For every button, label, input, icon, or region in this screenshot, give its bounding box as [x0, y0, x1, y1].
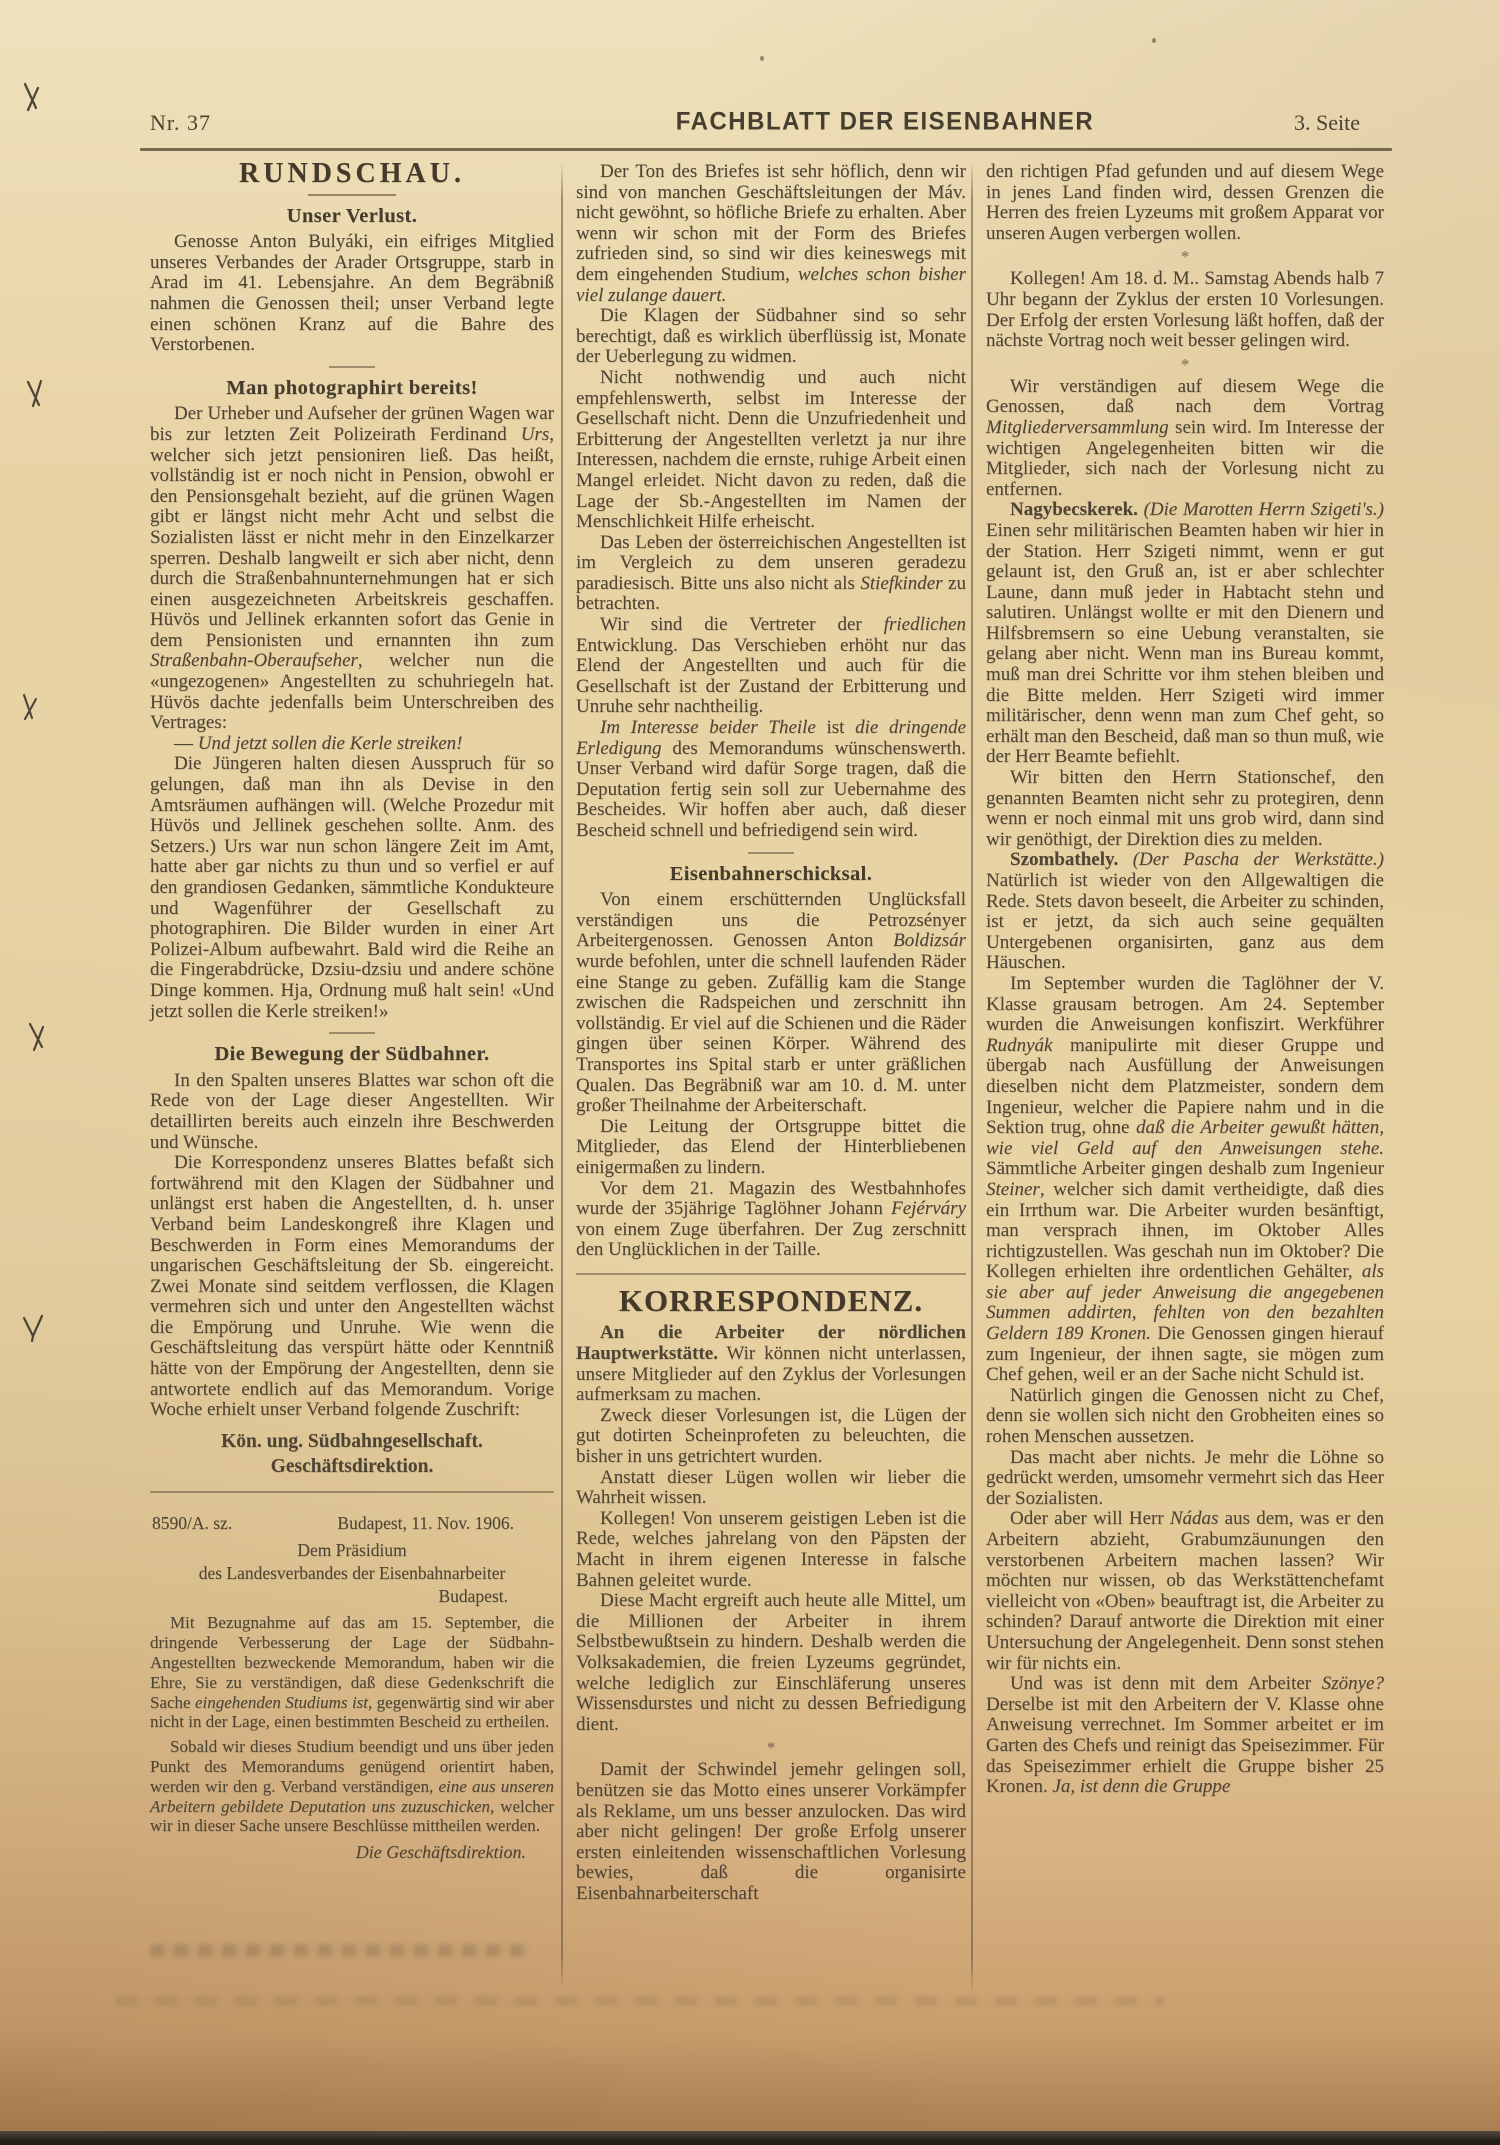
text-run: Von einem erschütternden Unglücksfall verständigen uns die Petrozsényer Arbeitergenossen. Genossen Anton [576, 889, 966, 952]
column-divider [971, 162, 973, 1994]
ink-mark [20, 1312, 46, 1342]
letter-paragraph [150, 1613, 554, 1732]
text-run: Der Ton des Briefes ist sehr höflich, denn wir sind von manchen Geschäftsleitungen der Máv. nicht gewöhnt, so höfliche Briefe zu erhalten. Aber wenn wir schon mit der Form des Briefes zufrieden sind, so sind wir dies keineswegs mit dem eingehenden Studium, [576, 161, 966, 285]
paragraph [986, 1448, 1384, 1510]
article-heading: Unser Verlust. [286, 204, 418, 227]
text-run: Das Leben der österreichischen Angestellten ist im Vergleich zu dem unseren geradezu paradiesisch. Bitte uns also nicht als [576, 531, 966, 594]
paragraph [576, 1406, 966, 1468]
text-run: Kollegen! Von unserem geistigen Leben ist die Rede, welches jahrelang von den Päpsten der Macht in ihrem eigenen Interesse in falsche Bahnen geleitet wurde. [576, 1507, 966, 1591]
page-bottom-edge [0, 2131, 1500, 2145]
ink-dot [1152, 38, 1156, 43]
text-run: Natürlich gingen die Genossen nicht zu Chef, denn sie wollen sich nicht den Grobheiten eines so rohen Menschen aussetzen. [986, 1384, 1384, 1448]
letter-paragraph [150, 1737, 554, 1836]
text-run: Oder aber will Herr [1010, 1508, 1170, 1530]
text-run: Sobald wir dieses Studium beendigt und uns über jeden Punkt des Memorandums genügend orientirt haben, werden wir den g. Verband verständigen, [150, 1737, 554, 1796]
column-right [986, 162, 1384, 1798]
paragraph [986, 850, 1384, 974]
text-run: Wir verständigen auf diesem Wege die Genossen, daß nach dem Vortrag [986, 375, 1384, 418]
ink-mark [20, 82, 44, 112]
text-run: Die Klagen der Südbahner sind so sehr berechtigt, daß es wirklich überflüssig ist, Monate der Ueberlegung zu widmen. [576, 305, 966, 368]
text-run: Die Jüngeren halten diesen Ausspruch für so gelungen, daß man ihn als Devise in den Amtsräumen aufhängen will. (Welche Prozedur mit Hüvös und Jellinek geschehen sollte. Anm. des Setzers.) Urs war nun schon längere Zeit im Amt, hatte aber gar nichts zu thun und so verfiel er auf den grandiosen Gedanken, sämmtliche Kondukteure und Wagenführer der Gesellschaft zu photographiren. Die Bilder wurden in einer Art Polizei-Album aufbewahrt. Bald wird die Reihe an die Fingerabdrücke, Dzsiu-dzsiu und andere schöne Dinge kommen. Hja, Ordnung muß halt sein! «Und jetzt sollen die Kerle streiken!» [150, 753, 554, 1022]
text-run: Anstatt dieser Lügen wollen wir lieber die Wahrheit wissen. [576, 1466, 966, 1509]
text-run: , welcher sich damit vertheidigte, daß dies ein Irrthum war. Die Arbeiter wurden besänftigt, man versprach ihnen, im Oktober Alles richtigzustellen. Was geschah nun im Oktober? Die Kollegen erhielten ihre ordentlichen Gehälter, [986, 1178, 1384, 1283]
text-run: Einen sehr militärischen Beamten haben wir hier in der Station. Herr Szigeti nimmt, wenn er gut gelaunt ist, den Gruß an, ist er aber schlechter Laune, dann muß jeder in Habtacht stehn und salutiren. Unlängst wollte er mit den Dienern und Hilfsbremsern so eine Uebung veranstalten, sie gelang aber nicht. Wenn man ins Bureau kommt, muß man drei Schritte vor ihm stehen bleiben und die Bitte melden. Herr Szigeti wird immer militärischer, denn wenn man zum Chef geht, so erhält man den Bescheid, daß man so thun muß, wie der Herr Beamte befiehlt. [986, 519, 1384, 768]
text-run [1118, 849, 1133, 870]
paragraph [150, 734, 554, 755]
text-run: Szönye? [1321, 1673, 1384, 1695]
paragraph [576, 615, 966, 718]
column-middle [576, 162, 966, 1905]
masthead-title: FACHBLATT DER EISENBAHNER [675, 107, 1095, 136]
text-run: , welcher sich jetzt pensioniren ließ. Das heißt, vollständig ist er noch nicht in Pension, obwohl er den Pensionsgehalt bezieht, auf die grünen Wagen gibt er längst nicht mehr Acht und selbst die Sozialisten lässt er nicht mehr in den Einzelkarzer sperren. Deshalb langweilt er sich aber nicht, denn durch die Straßenbahnunternehmungen hat er sich einen ausgezeichneten Arbeitskreis geschaffen. Hüvös und Jellinek erkannten sofort das Genie in dem Pensionisten und ernannten ihn zum [150, 423, 554, 651]
paragraph [576, 1179, 966, 1261]
page-number: 3. Seite [1294, 110, 1360, 135]
text-run: welcher wir in dieser Sache unsere Beschlüsse mittheilen werden. [150, 1796, 554, 1836]
text-run: Vor dem 21. Magazin des Westbahnhofes wurde der 35jährige Taglöhner Johann [576, 1177, 966, 1220]
article-heading: Eisenbahnerschicksal. [669, 862, 873, 885]
paragraph [150, 1071, 554, 1153]
text-run: eingehenden Studiums ist, [194, 1692, 373, 1712]
text-run: Wir können nicht unterlassen, unsere Mitglieder auf den Zyklus der Vorlesungen aufmerksam zu machen. [576, 1343, 966, 1406]
paragraph [576, 1468, 966, 1509]
header-rule [140, 148, 1392, 151]
text-run: Derselbe ist mit den Arbeitern der V. Klasse ohne Anweisung verrechnet. Im Sommer arbeitet er im Garten des Chefs und reinigt das Speisezimmer. Für das Speisezimmer erhielt die Gruppe bisher 25 Kronen. [986, 1693, 1384, 1798]
text-run: Kollegen! Am 18. d. M.. Samstag Abends halb 7 Uhr begann der Zyklus der ersten 10 Vorlesungen. Der Erfolg der ersten Vorlesung läßt hoffen, daß der nächste Vortrag noch weit besser gelingen wird. [986, 268, 1384, 352]
letter-heading: Geschäftsdirektion. [270, 1455, 434, 1477]
text-run: von einem Zuge überfahren. Der Zug zerschnitt den Unglücklichen in der Taille. [576, 1218, 966, 1261]
text-run: aus dem, was er den Arbeitern abzieht, Grabumzäunungen den verstorbenen Arbeitern machen lassen? Wir möchten nur wissen, ob das Werkstättenchefamt vielleicht von «Oben» beauftragt ist, die Arbeiter zu schinden? Darauf antworte die Direktion mit einer Untersuchung der Angelegenheit. Denn sonst stehen wir für nichts ein. [986, 1508, 1385, 1674]
text-run: wurde befohlen, unter die schnell laufenden Räder eine Stange zu geben. Zufällig kam die Stange zwischen die Radspeichen und zerschnitt ihn vollständig. Er viel auf die Schienen und die Räder gingen über seinen Körper. Während des Transportes ins Spital starb er unter gräßlichen Qualen. Das Begräbniß war am 10. d. M. unter großer Theilnahme der Arbeiterschaft. [576, 950, 966, 1117]
text-run: Mit Bezugnahme auf das am 15. September, die dringende Verbesserung der Lage der Südbahn-Angestellten bezweckende Memorandum, haben wir die Ehre, Sie zu verständigen, daß diese Gedenkschrift die Sache [150, 1613, 554, 1712]
letter-heading: Kön. ung. Südbahngesellschaft. [221, 1430, 483, 1452]
letter-address-line: Dem Präsidium [297, 1540, 407, 1561]
article-heading: Die Bewegung der Südbahner. [214, 1043, 490, 1066]
reference-number: 8590/A. sz. [152, 1512, 233, 1533]
dash-separator [329, 1032, 375, 1034]
text-run: (Die Marotten Herrn Szigeti's.) [1143, 499, 1384, 521]
text-run: Sämmtliche Arbeiter gingen deshalb zum Ingenieur [986, 1158, 1384, 1180]
text-run: Wir sind die Vertreter der [600, 614, 884, 636]
text-run: Straßenbahn-Oberaufseher [150, 650, 358, 672]
paragraph [150, 1153, 554, 1421]
paragraph [576, 306, 966, 368]
paragraph [986, 974, 1384, 1386]
article-heading: Man photographirt bereits! [226, 376, 478, 399]
text-run: den richtigen Pfad gefunden und auf diesem Wege in jenes Land finden wird, dessen Grenzen die Herren des freien Lyzeums mit großem Apparat vor unseren Augen verbergen wollen. [986, 161, 1384, 244]
text-run: Genosse Anton Bulyáki, ein eifriges Mitglied unseres Verbandes der Arader Ortsgruppe, starb in Arad im 41. Lebensjahre. An dem Begräbniß nahmen die Genossen theil; unser Verband legte einen schönen Kranz auf die Bahre des Verstorbenen. [150, 231, 554, 356]
text-run: Entwicklung. Das Verschieben erhöht nur das Elend der Angestellten und auch für die Gesellschaft ist der Zustand der Erbitterung und Unruhe sehr nachtheilig. [576, 634, 966, 718]
text-run: Mitgliederversammlung [986, 416, 1169, 438]
text-run: (Der Pascha der Werkstätte.) [1132, 849, 1384, 871]
paragraph [576, 1323, 966, 1405]
column-left [150, 158, 555, 1863]
paragraph [576, 1117, 966, 1179]
text-run: Die Genossen gingen hierauf zum Ingenieur, der ihnen sagte, sie mögen zum Chef gehen, weil er an der Sache nicht Schuld ist. [986, 1323, 1384, 1386]
ink-mark [24, 378, 48, 408]
letter-address-line: Budapest. [438, 1586, 508, 1607]
text-run: Im September wurden die Taglöhner der V. Klasse grausam betrogen. Am 24. September wurden die Anweisungen konfiszirt. Werkführer [986, 972, 1384, 1036]
text-run: Damit der Schwindel jemehr gelingen soll, benützen sie das Motto eines unserer Vorkämpfer als Reklame, um uns besser anzulocken. Das wird aber nicht gelingen! Der große Erfolg unserer ersten einleitenden wissenschaftlichen Vorlesung bewies, daß die organisirte Eisenbahnarbeiterschaft [576, 1759, 966, 1904]
page-bottom-shadow [0, 2036, 1500, 2132]
paragraph [576, 368, 966, 533]
reference-line [150, 1505, 554, 1540]
text-run: Stiefkinder [860, 572, 943, 594]
text-run: Nádas [1169, 1508, 1219, 1530]
text-run: Zweck dieser Vorlesungen ist, die Lügen der gut dotirten Scheinprofeten zu beleuchten, die bisher in uns getrichtert wurden. [576, 1404, 966, 1468]
dash-separator [748, 852, 794, 854]
text-run: eine aus unseren Arbeitern gebildete Deputation uns zuzuschicken, [150, 1776, 554, 1816]
text-run: daß die Arbeiter gewußt hätten, wie viel Geld auf den Anweisungen stehe. [986, 1117, 1384, 1159]
text-run: Natürlich ist wieder von den Allgewaltigen die Rede. Stets davon beseelt, die Arbeiter zu schinden, ist er jetzt, da sich auch seine gequälten Untergebenen organisirten, ganz aus dem Häuschen. [986, 870, 1384, 974]
ink-dot [760, 56, 764, 61]
text-run: Szombathely. [1010, 849, 1119, 871]
thin-rule [150, 1491, 554, 1493]
paragraph [576, 162, 966, 306]
asterisk-separator: * [1180, 247, 1190, 267]
text-run: Wir bitten den Herrn Stationschef, den genannten Beamten nicht sehr zu protegiren, denn wenn er noch einmal mit uns grob wird, dann sind wir genöthigt, der Direktion dies zu melden. [986, 767, 1384, 850]
paragraph [576, 718, 966, 842]
column-divider [561, 162, 563, 1990]
text-run: manipulirte mit dieser Gruppe und übergab nach Ausfüllung der Anweisungen dieselben nicht dem Platzmeister, sondern dem Ingenieur, welcher die Papiere nahm und in die Sektion trug, ohne [986, 1034, 1384, 1139]
paragraph [986, 269, 1384, 351]
text-run: ist [815, 717, 856, 739]
text-run: Im Interesse beider Theile [600, 717, 816, 739]
text-run: Ja, ist denn die Gruppe [1052, 1776, 1231, 1798]
thin-rule [576, 1273, 966, 1275]
text-run: zu betrachten. [576, 572, 966, 615]
paragraph [986, 1674, 1384, 1798]
letter-signature [150, 1842, 554, 1863]
paragraph [986, 1509, 1384, 1674]
text-run: Rudnyák [986, 1034, 1053, 1056]
title-rule [308, 194, 396, 196]
text-run: Fejérváry [891, 1198, 966, 1220]
text-run: An die Arbeiter der nördlichen Hauptwerkstätte. [576, 1322, 966, 1365]
text-run: die dringende Erledigung [576, 717, 966, 759]
text-run: Das macht aber nichts. Je mehr die Löhne so gedrückt werden, umsomehr vermehrt sich das Heer der Sozialisten. [986, 1446, 1384, 1509]
text-run: Die Korrespondenz unseres Blattes befaßt sich fortwährend mit den Klagen der Südbahner und unlängst erst haben die Angestellten, d. h. unser Verband beim Landeskongreß ihre Klagen und Beschwerden in Form eines Memorandums der ungarischen Geschäftsleitung der Sb. eingereicht. Zwei Monate sind seitdem verflossen, die Klagen vermehren sich und unter den Angestellten wächst die Empörung und Unruhe. Wie wenn die Geschäftsleitung das verspürt hätte oder Kenntniß hätte von der Empörung der Angestellten, denn sie antwortete endlich auf das Memorandum. Vorige Woche erhielt unser Verband folgende Zuschrift: [150, 1152, 554, 1421]
paragraph [150, 404, 554, 734]
text-run: als sie aber auf jeder Anweisung die angegebenen Summen addirten, fehlten von den bezahlten Geldern 189 Kronen. [986, 1261, 1384, 1345]
paragraph [576, 1591, 966, 1735]
ink-mark [26, 1022, 50, 1052]
dateline: Budapest, 11. Nov. 1906. [337, 1512, 514, 1533]
paragraph [986, 377, 1384, 501]
text-run: Der Urheber und Aufseher der grünen Wagen war bis zur letzten Zeit Polizeirath Ferdinand [150, 403, 554, 445]
paragraph [576, 1760, 966, 1904]
text-run: Und jetzt sollen die Kerle streiken! [197, 732, 463, 754]
text-run: — [174, 732, 198, 754]
bleed-through-smudge [115, 1996, 1165, 2006]
text-run: Diese Macht ergreift auch heute alle Mittel, um die Millionen der Arbeiter in ihrem Selbstbewußtsein zu hindern. Deshalb werden die Volksakademien, die freien Lyzeums gegründet, welche lediglich zur Einschläferung unseres Wissensdurstes und nicht zu dessen Befriedigung dient. [576, 1590, 966, 1735]
paragraph [986, 162, 1384, 244]
text-run: Steiner [986, 1178, 1040, 1200]
issue-number: Nr. 37 [150, 110, 211, 135]
section-title: RUNDSCHAU. [239, 158, 465, 189]
text-run: friedlichen [883, 614, 966, 636]
text-run: , welcher nun die «ungezogenen» Angestellten zu schuhriegeln hat. Hüvös dachte jedenfalls beim Unterschreiben des Vertrages: [150, 650, 554, 734]
asterisk-separator: * [1180, 354, 1190, 374]
text-run: des Memorandums wünschenswerth. Unser Verband wird dafür Sorge tragen, daß die Deputation fertig sein soll zur Uebernahme des Bescheides. Wir hoffen aber auch, daß dieser Bescheid schnell und befriedigend sein wird. [576, 737, 966, 841]
text-run: sein wird. Im Interesse der wichtigen Angelegenheiten bitten wir die Mitglieder, sich nach der Vorlesung nicht zu entfernen. [986, 416, 1384, 500]
text-run: welches schon bisher viel zulange dauert. [576, 263, 966, 306]
text-run: Die Geschäftsdirektion. [355, 1842, 526, 1863]
asterisk-separator: * [766, 1738, 776, 1758]
text-run: gegenwärtig sind wir aber nicht in der Lage, einen bestimmten Bescheid zu ertheilen. [150, 1692, 555, 1732]
paragraph [986, 768, 1384, 850]
paragraph [576, 1509, 966, 1591]
text-run: Die Leitung der Ortsgruppe bittet die Mitglieder, das Elend der Hinterbliebenen einigermaßen zu lindern. [576, 1115, 966, 1178]
bleed-through-smudge [150, 1944, 530, 1957]
text-run: Nicht nothwendig und auch nicht empfehlenswerth, selbst im Interesse der Gesellschaft nicht. Denn die Unzufriedenheit und Erbitterung der Angestellten verletzt ja nur ihre Interessen, nachdem die ernste, ruhige Arbeit einen Mangel erleidet. Nicht davon zu reden, daß die Lage der Sb.-Angestellten im Namen der Menschlichkeit Hilfe erheischt. [576, 366, 966, 533]
text-run: Boldizsár [893, 930, 966, 952]
paragraph [576, 890, 966, 1117]
paragraph [986, 500, 1384, 768]
text-run: In den Spalten unseres Blattes war schon oft die Rede von der Lage dieser Angestellten. Wir detaillirten bereits auch einzeln ihre Beschwerden und Wünsche. [150, 1069, 554, 1153]
paragraph [150, 754, 554, 1022]
text-run: Urs [520, 423, 550, 445]
paragraph [986, 1386, 1384, 1448]
ink-mark [18, 692, 42, 722]
letter-address-line: des Landesverbandes der Eisenbahnarbeiter [198, 1563, 506, 1584]
paragraph [150, 232, 554, 356]
text-run: Und was ist denn mit dem Arbeiter [1010, 1673, 1322, 1695]
dash-separator [329, 366, 375, 368]
paragraph [576, 533, 966, 615]
section-title-large: KORRESPONDENZ. [618, 1282, 924, 1318]
text-run: Nagybecskerek. [1010, 499, 1138, 521]
